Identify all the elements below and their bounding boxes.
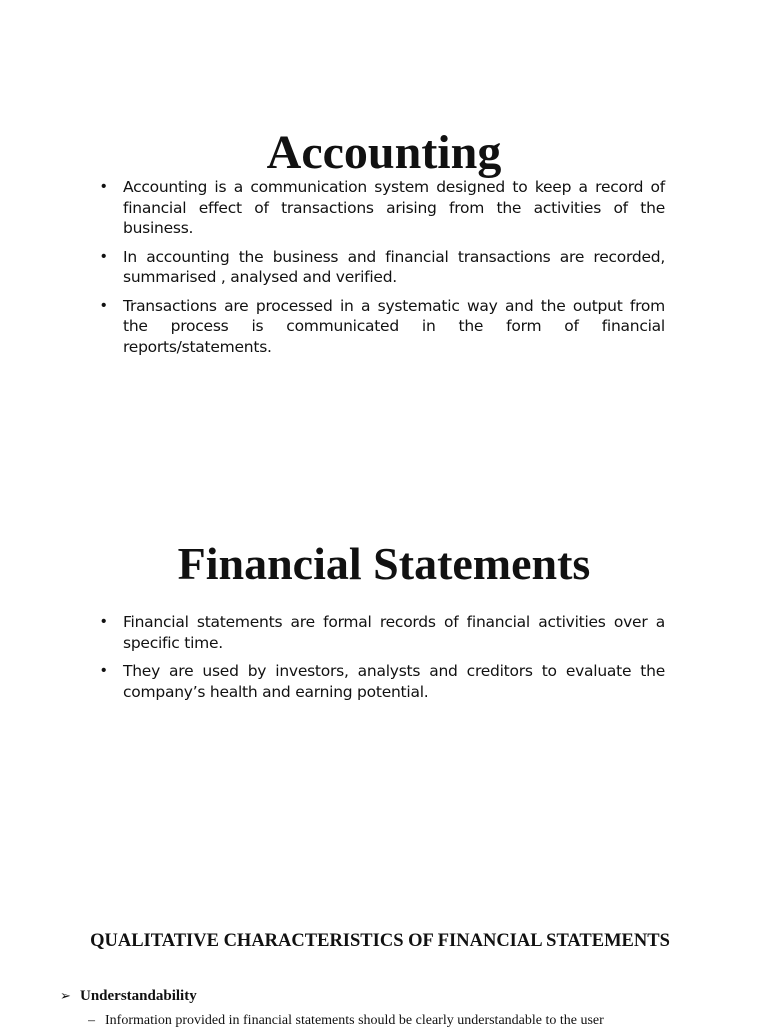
arrow-bullet-icon: ➢ xyxy=(60,989,71,1004)
bullet-icon: • xyxy=(101,178,107,195)
bullet-text: Transactions are processed in a systematic way and the output from the process is communicated in the form of financial reports/statements. xyxy=(123,296,665,356)
slide-title: Financial Statements xyxy=(177,538,591,589)
slide-title: Accounting xyxy=(266,126,502,179)
characteristic-item xyxy=(60,986,197,1007)
bullet-icon: • xyxy=(101,613,107,630)
bullet-item xyxy=(100,661,665,702)
bullet-item xyxy=(100,177,665,239)
bullet-text: They are used by investors, analysts and creditors to evaluate the company’s health and earning potential. xyxy=(123,662,665,701)
bullet-item xyxy=(100,612,665,653)
bullet-icon: • xyxy=(101,296,107,314)
bullet-text: Accounting is a communication system designed to keep a record of financial effect of transactions arising from the activities of the business. xyxy=(123,178,665,237)
characteristic-label: Understandability xyxy=(80,988,197,1004)
bullet-list xyxy=(100,177,665,365)
bullet-icon: • xyxy=(101,662,107,679)
bullet-item xyxy=(100,247,665,288)
dash-bullet-icon: – xyxy=(88,1013,95,1028)
bullet-icon: • xyxy=(101,247,107,265)
bullet-list xyxy=(100,612,665,710)
characteristic-description-text: Information provided in financial statements should be clearly understandable to the user xyxy=(105,1013,604,1028)
bullet-text: In accounting the business and financial transactions are recorded, summarised , analysed and verified. xyxy=(123,247,665,286)
bullet-item xyxy=(100,296,665,358)
slide-title: QUALITATIVE CHARACTERISTICS OF FINANCIAL STATEMENTS xyxy=(90,931,670,951)
bullet-text: Financial statements are formal records of financial activities over a specific time. xyxy=(123,613,665,652)
characteristic-description xyxy=(88,1012,748,1030)
